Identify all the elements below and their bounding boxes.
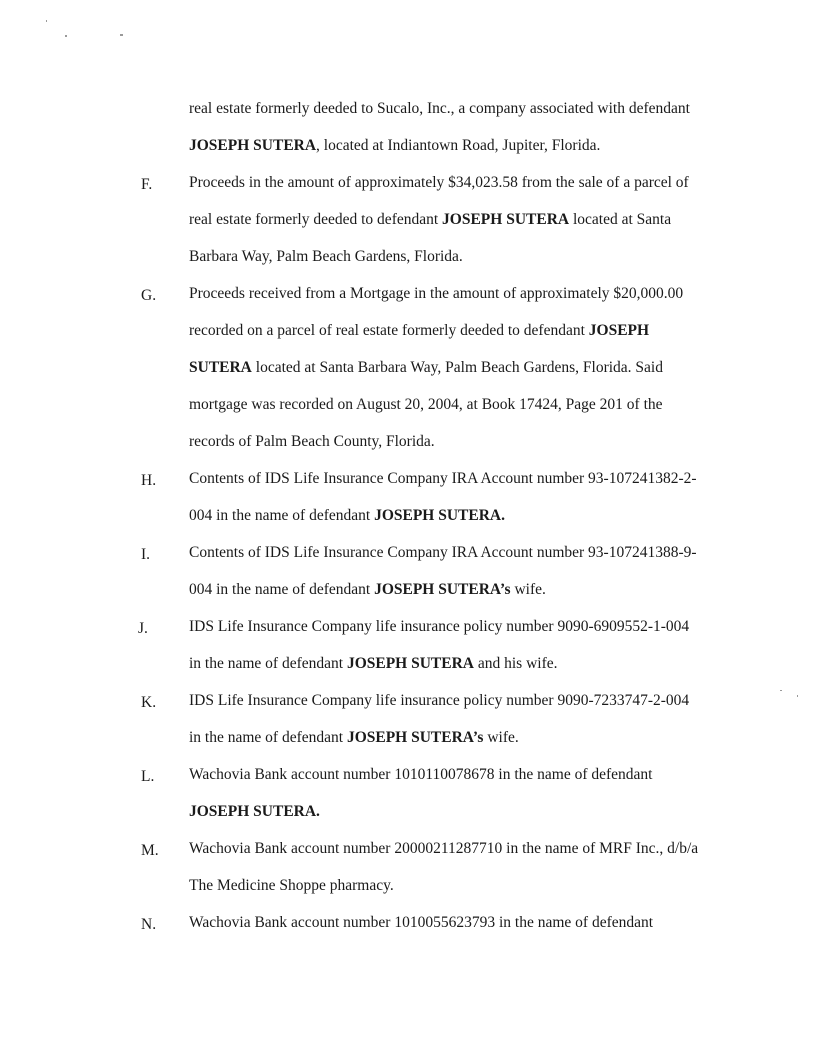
item-m-line-1: Wachovia Bank account number 20000211287710 in the name of MRF Inc., d/b/a	[189, 840, 699, 857]
item-e-line-2: JOSEPH SUTERA, located at Indiantown Road, Jupiter, Florida.	[189, 137, 601, 154]
item-f-line-1: Proceeds in the amount of approximately $34,023.58 from the sale of a parcel of	[189, 174, 689, 191]
defendant-name: JOSEPH	[588, 322, 650, 339]
item-g-line-1: Proceeds received from a Mortgage in the amount of approximately $20,000.00	[189, 285, 684, 302]
defendant-name: JOSEPH SUTERA’s	[374, 581, 511, 598]
defendant-name: JOSEPH SUTERA	[442, 211, 570, 228]
item-h-label: H.	[141, 472, 157, 489]
item-e-line-1: real estate formerly deeded to Sucalo, Inc., a company associated with defendant	[189, 100, 690, 117]
scan-speck	[797, 695, 798, 697]
item-i-line-1: Contents of IDS Life Insurance Company IRA Account number 93-107241388-9-	[189, 544, 697, 561]
defendant-name: SUTERA	[189, 359, 252, 376]
item-j-line-1: IDS Life Insurance Company life insurance policy number 9090-6909552-1-004	[189, 618, 690, 635]
scan-speck	[65, 35, 67, 37]
item-k-line-1: IDS Life Insurance Company life insurance policy number 9090-7233747-2-004	[189, 692, 690, 709]
item-i-line-2: 004 in the name of defendant JOSEPH SUTERA’s wife.	[189, 581, 546, 598]
item-f-line-3: Barbara Way, Palm Beach Gardens, Florida.	[189, 248, 463, 265]
defendant-name: JOSEPH SUTERA.	[189, 803, 320, 820]
item-j-label: J.	[138, 620, 148, 637]
item-l-line-2	[189, 803, 320, 821]
item-n-line-1: Wachovia Bank account number 1010055623793 in the name of defendant	[189, 914, 654, 931]
item-h-line-1: Contents of IDS Life Insurance Company IRA Account number 93-107241382-2-	[189, 470, 697, 487]
item-f-line-2: real estate formerly deeded to defendant JOSEPH SUTERA located at Santa	[189, 211, 672, 228]
item-g-label: G.	[141, 287, 157, 304]
defendant-name: JOSEPH SUTERA.	[374, 507, 505, 524]
item-i-label: I.	[141, 546, 151, 563]
item-g-line-2: recorded on a parcel of real estate formerly deeded to defendant JOSEPH	[189, 322, 650, 339]
item-k-line-2: in the name of defendant JOSEPH SUTERA’s wife.	[189, 729, 519, 746]
defendant-name: JOSEPH SUTERA’s	[346, 729, 484, 746]
scan-speck	[120, 34, 123, 36]
item-n-label: N.	[141, 916, 157, 933]
item-g-line-3: SUTERA located at Santa Barbara Way, Palm Beach Gardens, Florida. Said	[189, 359, 663, 376]
item-f-label: F.	[141, 176, 153, 193]
item-g-line-5: records of Palm Beach County, Florida.	[189, 433, 435, 450]
item-g-line-4: mortgage was recorded on August 20, 2004, at Book 17424, Page 201 of the	[189, 396, 663, 413]
defendant-name: JOSEPH SUTERA	[189, 137, 317, 154]
scan-speck	[46, 20, 47, 22]
item-l-line-1: Wachovia Bank account number 1010110078678 in the name of defendant	[189, 766, 653, 783]
item-h-line-2: 004 in the name of defendant JOSEPH SUTERA.	[189, 507, 505, 524]
item-j-line-2: in the name of defendant JOSEPH SUTERA and his wife.	[189, 655, 558, 672]
item-m-line-2: The Medicine Shoppe pharmacy.	[189, 877, 394, 894]
scan-speck	[780, 690, 782, 691]
defendant-name: JOSEPH SUTERA	[346, 655, 474, 672]
item-l-label: L.	[141, 768, 155, 785]
item-m-label: M.	[141, 842, 159, 859]
item-k-label: K.	[141, 694, 157, 711]
